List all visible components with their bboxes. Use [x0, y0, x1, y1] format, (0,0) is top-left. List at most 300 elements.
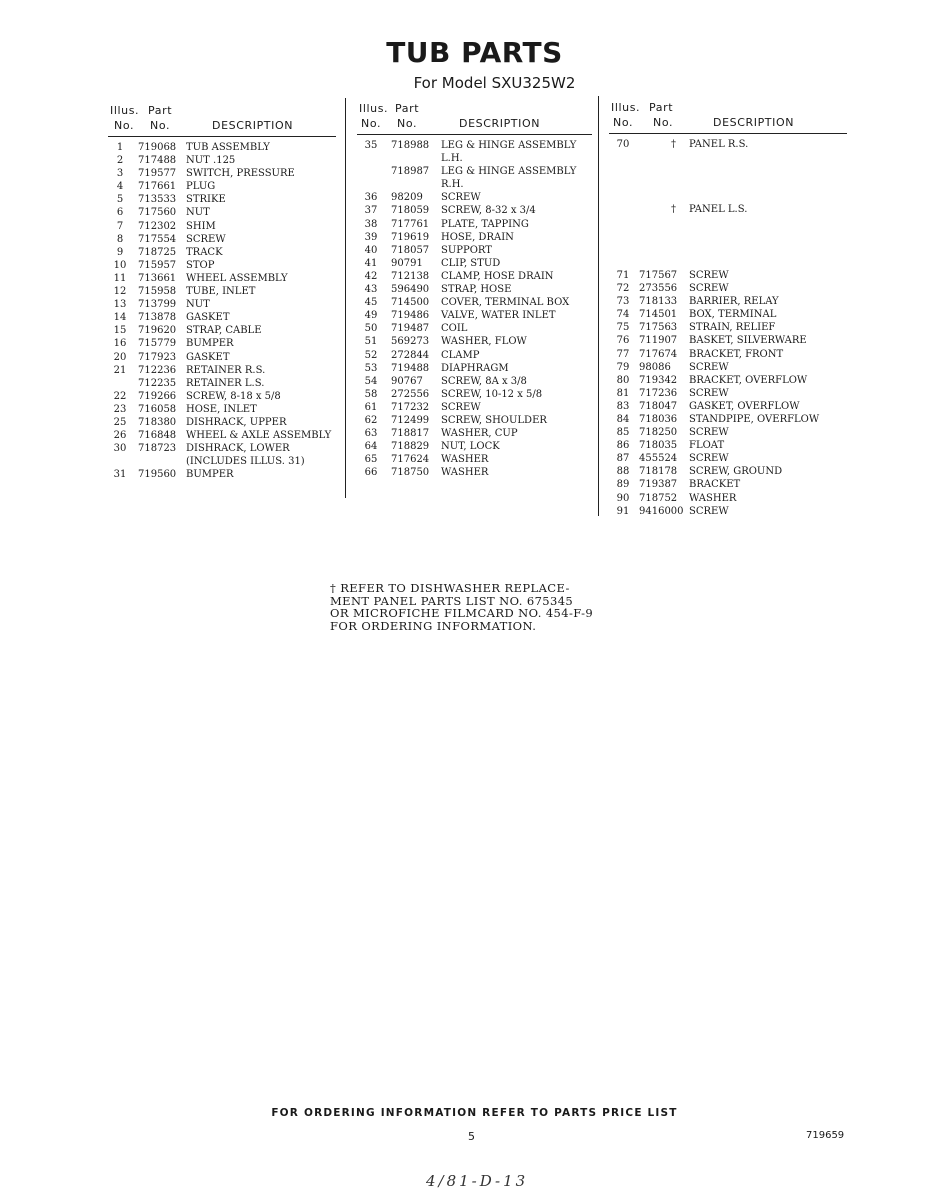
part-number: 718133	[639, 296, 678, 308]
illus-number: 77	[616, 348, 630, 360]
part-number: 719068	[138, 142, 177, 153]
illus-number: 52	[364, 349, 378, 361]
part-description: PANEL L.S.	[689, 204, 748, 216]
parts-row	[108, 337, 336, 350]
part-description: STRIKE	[186, 194, 226, 206]
illus-number: 79	[616, 361, 630, 373]
part-description: SCREW, 8A x 3/8	[441, 375, 527, 387]
illus-number: 36	[364, 192, 378, 204]
part-number: 715957	[138, 259, 177, 271]
illus-number: 13	[113, 299, 127, 311]
parts-row	[357, 139, 592, 152]
column-divider	[598, 96, 599, 516]
part-description: WASHER, FLOW	[441, 336, 527, 348]
part-number: 717236	[639, 387, 678, 399]
parts-row	[609, 243, 847, 256]
part-number: 272556	[391, 388, 430, 400]
parts-column-1	[108, 104, 336, 481]
illus-number: 5	[116, 194, 124, 206]
illus-number: 23	[113, 403, 127, 415]
parts-row	[108, 416, 336, 429]
part-number: 717661	[138, 181, 177, 193]
part-number: 719620	[138, 325, 177, 337]
illus-label: Illus.	[611, 101, 641, 114]
part-description: FLOAT	[689, 440, 725, 452]
note-line: † REFER TO DISHWASHER REPLACE-	[330, 581, 570, 595]
part-number: 455524	[639, 453, 678, 465]
part-number: 719488	[391, 362, 430, 374]
parts-row	[609, 387, 847, 400]
illus-number: 25	[113, 416, 127, 428]
part-number: 713661	[138, 272, 177, 284]
part-description: STOP	[186, 259, 215, 271]
parts-row	[108, 377, 336, 390]
parts-row	[609, 308, 847, 321]
parts-row	[108, 468, 336, 481]
illus-number: 87	[616, 453, 630, 465]
illus-label: Illus.	[359, 102, 389, 115]
part-description: CLIP, STUD	[441, 257, 501, 269]
parts-row	[357, 388, 592, 401]
parts-row	[108, 429, 336, 442]
part-number: 718988	[391, 140, 430, 151]
parts-row	[609, 138, 847, 151]
parts-row	[108, 324, 336, 337]
no-label: No.	[114, 119, 135, 132]
document-number: 719659	[806, 1130, 845, 1141]
parts-row	[108, 364, 336, 377]
part-number: †	[671, 204, 676, 216]
illus-number: 12	[113, 286, 127, 298]
parts-row	[108, 455, 336, 468]
part-number: 717554	[138, 233, 177, 245]
column-header	[609, 101, 847, 134]
part-number: 718250	[639, 427, 678, 439]
illus-number: 39	[364, 231, 378, 243]
part-description: SCREW, 8-32 x 3/4	[441, 205, 536, 217]
part-number: 712236	[138, 364, 177, 376]
parts-row	[609, 164, 847, 177]
parts-row	[357, 414, 592, 427]
parts-row	[609, 295, 847, 308]
part-description: GASKET	[186, 312, 230, 324]
description-label: DESCRIPTION	[713, 116, 795, 129]
part-number: 716848	[138, 430, 177, 442]
part-number: 596490	[391, 284, 430, 296]
part-number: 718725	[138, 246, 177, 258]
part-number: 272844	[391, 349, 430, 361]
description-label: DESCRIPTION	[212, 119, 294, 132]
handwritten-note: 4/81-D-13	[426, 1172, 529, 1190]
part-description: SCREW, GROUND	[689, 466, 783, 478]
no-label: No.	[653, 116, 674, 129]
illus-number: 38	[364, 218, 378, 230]
part-description: WASHER	[441, 454, 489, 466]
illus-number: 43	[364, 284, 378, 296]
illus-number: 71	[616, 269, 630, 281]
illus-number: 49	[364, 310, 378, 322]
illus-number: 8	[116, 233, 124, 245]
part-number: 713878	[138, 312, 177, 324]
illus-number: 37	[364, 205, 378, 217]
parts-row	[108, 206, 336, 219]
parts-row	[609, 321, 847, 334]
illus-number: 4	[116, 181, 124, 193]
part-description: NUT .125	[186, 155, 236, 167]
part-number: 714501	[639, 309, 678, 321]
parts-row	[357, 322, 592, 335]
illus-number: 54	[364, 375, 378, 387]
parts-column-2	[357, 102, 592, 479]
part-description: HOSE, DRAIN	[441, 231, 514, 243]
parts-row	[108, 351, 336, 364]
part-number: 717567	[639, 269, 678, 281]
parts-row	[357, 257, 592, 270]
part-description: DISHRACK, UPPER	[186, 416, 287, 428]
parts-row	[108, 233, 336, 246]
part-description: BRACKET, FRONT	[689, 348, 784, 360]
note-line: MENT PANEL PARTS LIST NO. 675345	[330, 593, 574, 608]
no-label: No.	[613, 116, 634, 129]
part-description: SCREW	[689, 453, 729, 465]
illus-number: 65	[364, 454, 378, 466]
illus-number: 6	[116, 207, 124, 219]
parts-row	[357, 178, 592, 191]
part-number: †	[671, 139, 676, 150]
parts-row	[108, 167, 336, 180]
parts-row	[609, 413, 847, 426]
part-description: SCREW	[689, 269, 729, 281]
parts-row	[609, 282, 847, 295]
illus-number: 91	[616, 505, 630, 517]
illus-number: 89	[616, 479, 630, 491]
parts-row	[108, 154, 336, 167]
part-description: DISHRACK, LOWER	[186, 443, 290, 455]
part-number: 712302	[138, 220, 177, 232]
parts-row	[609, 478, 847, 491]
part-description: WASHER	[689, 492, 737, 504]
part-number: 719577	[138, 168, 177, 180]
part-description: NUT	[186, 207, 210, 219]
part-description: SWITCH, PRESSURE	[186, 168, 295, 180]
part-description: STRAP, HOSE	[441, 284, 512, 296]
part-description: VALVE, WATER INLET	[441, 310, 556, 322]
part-number: 717761	[391, 218, 430, 230]
part-description: RETAINER R.S.	[186, 364, 266, 376]
part-description: WASHER, CUP	[441, 428, 518, 440]
parts-row	[108, 141, 336, 154]
illus-number: 76	[616, 335, 630, 347]
parts-row	[609, 151, 847, 164]
parts-row	[609, 217, 847, 230]
part-number: 719486	[391, 310, 430, 322]
part-number: 713799	[138, 299, 177, 311]
part-description: RETAINER L.S.	[186, 377, 265, 389]
part-description: STANDPIPE, OVERFLOW	[689, 413, 820, 425]
note-line: FOR ORDERING INFORMATION.	[330, 618, 537, 633]
illus-label: Illus.	[110, 104, 140, 117]
illus-number: 40	[364, 244, 378, 256]
parts-row	[357, 204, 592, 217]
column-header	[357, 102, 592, 135]
part-description: CLAMP	[441, 349, 480, 361]
part-number: 718752	[639, 492, 678, 504]
parts-row	[609, 426, 847, 439]
parts-row	[108, 285, 336, 298]
illus-number: 50	[364, 323, 378, 335]
illus-number: 72	[616, 283, 630, 295]
illus-number: 14	[113, 312, 127, 324]
part-number: 718380	[138, 416, 177, 428]
part-description: SCREW	[689, 387, 729, 399]
model-subtitle: For Model SXU325W2	[413, 74, 576, 92]
illus-number: 85	[616, 427, 630, 439]
page-title: TUB PARTS	[386, 36, 563, 69]
part-description: HOSE, INLET	[186, 403, 257, 415]
illus-number: 70	[616, 139, 630, 150]
part-number: 273556	[639, 283, 678, 295]
part-label: Part	[649, 101, 674, 114]
part-number: 716058	[138, 403, 177, 415]
illus-number: 42	[364, 270, 378, 282]
part-description: STRAIN, RELIEF	[689, 322, 776, 334]
parts-row	[108, 180, 336, 193]
illus-number: 73	[616, 296, 630, 308]
part-description: BARRIER, RELAY	[689, 296, 779, 308]
parts-row	[357, 218, 592, 231]
parts-row	[357, 375, 592, 388]
illus-number: 16	[113, 338, 127, 350]
illus-number: 74	[616, 309, 630, 321]
part-description: BRACKET	[689, 479, 741, 491]
part-number: 718036	[639, 413, 678, 425]
parts-row	[357, 231, 592, 244]
illus-number: 22	[113, 390, 127, 402]
part-number: 98086	[639, 361, 671, 373]
parts-row	[609, 190, 847, 203]
ordering-footer: FOR ORDERING INFORMATION REFER TO PARTS PRICE LIST	[271, 1107, 678, 1119]
part-number: 718723	[138, 443, 177, 455]
parts-row	[108, 272, 336, 285]
part-number: 719487	[391, 323, 430, 335]
illus-number: 90	[616, 492, 630, 504]
part-number: 569273	[391, 336, 430, 348]
illus-number: 66	[364, 467, 378, 479]
part-number: 90791	[391, 257, 423, 269]
illus-number: 10	[113, 259, 127, 271]
parts-row	[108, 246, 336, 259]
part-description: TRACK	[186, 246, 223, 258]
part-description: WHEEL ASSEMBLY	[186, 272, 288, 284]
part-number: 711907	[639, 335, 678, 347]
parts-row	[609, 400, 847, 413]
parts-row	[108, 390, 336, 403]
part-description: LEG & HINGE ASSEMBLY	[441, 140, 577, 151]
parts-row	[108, 403, 336, 416]
parts-row	[609, 492, 847, 505]
part-description: SCREW	[689, 505, 729, 517]
part-description: GASKET, OVERFLOW	[689, 400, 800, 412]
part-description: BRACKET, OVERFLOW	[689, 374, 808, 386]
illus-number: 88	[616, 466, 630, 478]
illus-number: 3	[116, 168, 124, 180]
part-description: SHIM	[186, 220, 216, 232]
parts-row	[357, 283, 592, 296]
illus-number: 83	[616, 400, 630, 412]
parts-row	[357, 427, 592, 440]
part-description: SCREW, SHOULDER	[441, 414, 547, 426]
part-description: SCREW	[441, 401, 481, 413]
part-description: TUB ASSEMBLY	[186, 142, 270, 153]
part-number: 719560	[138, 469, 177, 481]
illus-number: 11	[113, 272, 127, 284]
part-description: STRAP, CABLE	[186, 325, 262, 337]
illus-number: 31	[113, 469, 127, 481]
part-number: 98209	[391, 192, 423, 204]
part-number: 715958	[138, 286, 177, 298]
page-number: 5	[468, 1130, 475, 1143]
parts-row	[609, 256, 847, 269]
illus-number: 45	[364, 297, 378, 309]
parts-row	[357, 309, 592, 322]
parts-row	[609, 374, 847, 387]
illus-number: 64	[364, 441, 378, 453]
parts-row	[609, 334, 847, 347]
parts-row	[609, 439, 847, 452]
illus-number: 30	[113, 443, 127, 455]
part-description: BUMPER	[186, 338, 234, 350]
illus-number: 15	[113, 325, 127, 337]
parts-row	[357, 244, 592, 257]
part-number: 717624	[391, 454, 430, 466]
parts-row	[357, 191, 592, 204]
parts-row	[108, 298, 336, 311]
part-number: 717560	[138, 207, 177, 219]
part-description: COVER, TERMINAL BOX	[441, 297, 570, 309]
part-number: 712235	[138, 377, 177, 389]
parts-row	[357, 466, 592, 479]
part-description: SCREW	[689, 427, 729, 439]
part-description: GASKET	[186, 351, 230, 363]
parts-row	[108, 311, 336, 324]
part-description: R.H.	[441, 179, 464, 191]
parts-row	[357, 270, 592, 283]
parts-row	[357, 152, 592, 165]
illus-number: 86	[616, 440, 630, 452]
part-description: PANEL R.S.	[689, 139, 749, 150]
column-divider	[345, 98, 346, 498]
part-number: 9416000	[639, 505, 684, 517]
parts-row	[108, 259, 336, 272]
note-line: OR MICROFICHE FILMCARD NO. 454-F-9	[330, 606, 594, 620]
illus-number: 51	[364, 336, 378, 348]
parts-row	[357, 335, 592, 348]
part-number: 718057	[391, 244, 430, 256]
illus-number: 9	[116, 246, 124, 258]
illus-number: 58	[364, 388, 378, 400]
parts-list	[357, 139, 592, 479]
part-description: TUBE, INLET	[186, 286, 256, 298]
parts-row	[609, 203, 847, 216]
no-label: No.	[150, 119, 171, 132]
parts-row	[357, 165, 592, 178]
parts-row	[609, 230, 847, 243]
part-description: NUT, LOCK	[441, 441, 500, 453]
part-description: COIL	[441, 323, 468, 335]
parts-row	[609, 505, 847, 518]
part-description: SCREW	[689, 361, 729, 373]
illus-number: 81	[616, 387, 630, 399]
part-description: SCREW, 8-18 x 5/8	[186, 390, 281, 402]
part-description: WHEEL & AXLE ASSEMBLY	[186, 430, 332, 442]
part-number: 718987	[391, 166, 430, 178]
part-description: CLAMP, HOSE DRAIN	[441, 270, 554, 282]
parts-row	[108, 193, 336, 206]
illus-number: 20	[113, 351, 127, 363]
part-number: 719266	[138, 390, 177, 402]
parts-column-3	[609, 101, 847, 518]
illus-number: 62	[364, 414, 378, 426]
part-number: 719387	[639, 479, 678, 491]
illus-number: 7	[116, 220, 124, 232]
part-number: 717674	[639, 348, 678, 360]
parts-list	[609, 138, 847, 518]
part-number: 718817	[391, 428, 430, 440]
part-description: SCREW	[186, 233, 226, 245]
part-number: 718829	[391, 441, 430, 453]
illus-number: 21	[113, 364, 127, 376]
parts-row	[108, 220, 336, 233]
no-label: No.	[361, 117, 382, 130]
part-description: SCREW, 10-12 x 5/8	[441, 388, 543, 400]
part-description: PLATE, TAPPING	[441, 218, 529, 230]
no-label: No.	[397, 117, 418, 130]
illus-number: 1	[116, 142, 124, 153]
parts-row	[357, 453, 592, 466]
parts-row	[609, 361, 847, 374]
illus-number: 53	[364, 362, 378, 374]
part-number: 717563	[639, 322, 678, 334]
part-number: 718035	[639, 440, 678, 452]
illus-number: 80	[616, 374, 630, 386]
part-number: 712499	[391, 414, 430, 426]
part-number: 717232	[391, 401, 430, 413]
parts-row	[609, 177, 847, 190]
part-number: 717923	[138, 351, 177, 363]
parts-row	[108, 442, 336, 455]
part-description: BUMPER	[186, 469, 234, 481]
part-description: WASHER	[441, 467, 489, 479]
part-description: PLUG	[186, 181, 216, 193]
part-number: 719619	[391, 231, 430, 243]
description-label: DESCRIPTION	[459, 117, 541, 130]
parts-list	[108, 141, 336, 481]
illus-number: 63	[364, 428, 378, 440]
parts-row	[609, 269, 847, 282]
column-header	[108, 104, 336, 137]
part-description: NUT	[186, 299, 210, 311]
part-description: DIAPHRAGM	[441, 362, 509, 374]
part-description: SCREW	[689, 283, 729, 295]
part-description: LEG & HINGE ASSEMBLY	[441, 166, 577, 178]
part-number: 718178	[639, 466, 678, 478]
part-number: 90767	[391, 375, 423, 387]
part-description: BOX, TERMINAL	[689, 309, 777, 321]
illus-number: 75	[616, 322, 630, 334]
part-number: 715779	[138, 338, 177, 350]
part-number: 718059	[391, 205, 430, 217]
parts-row	[357, 440, 592, 453]
